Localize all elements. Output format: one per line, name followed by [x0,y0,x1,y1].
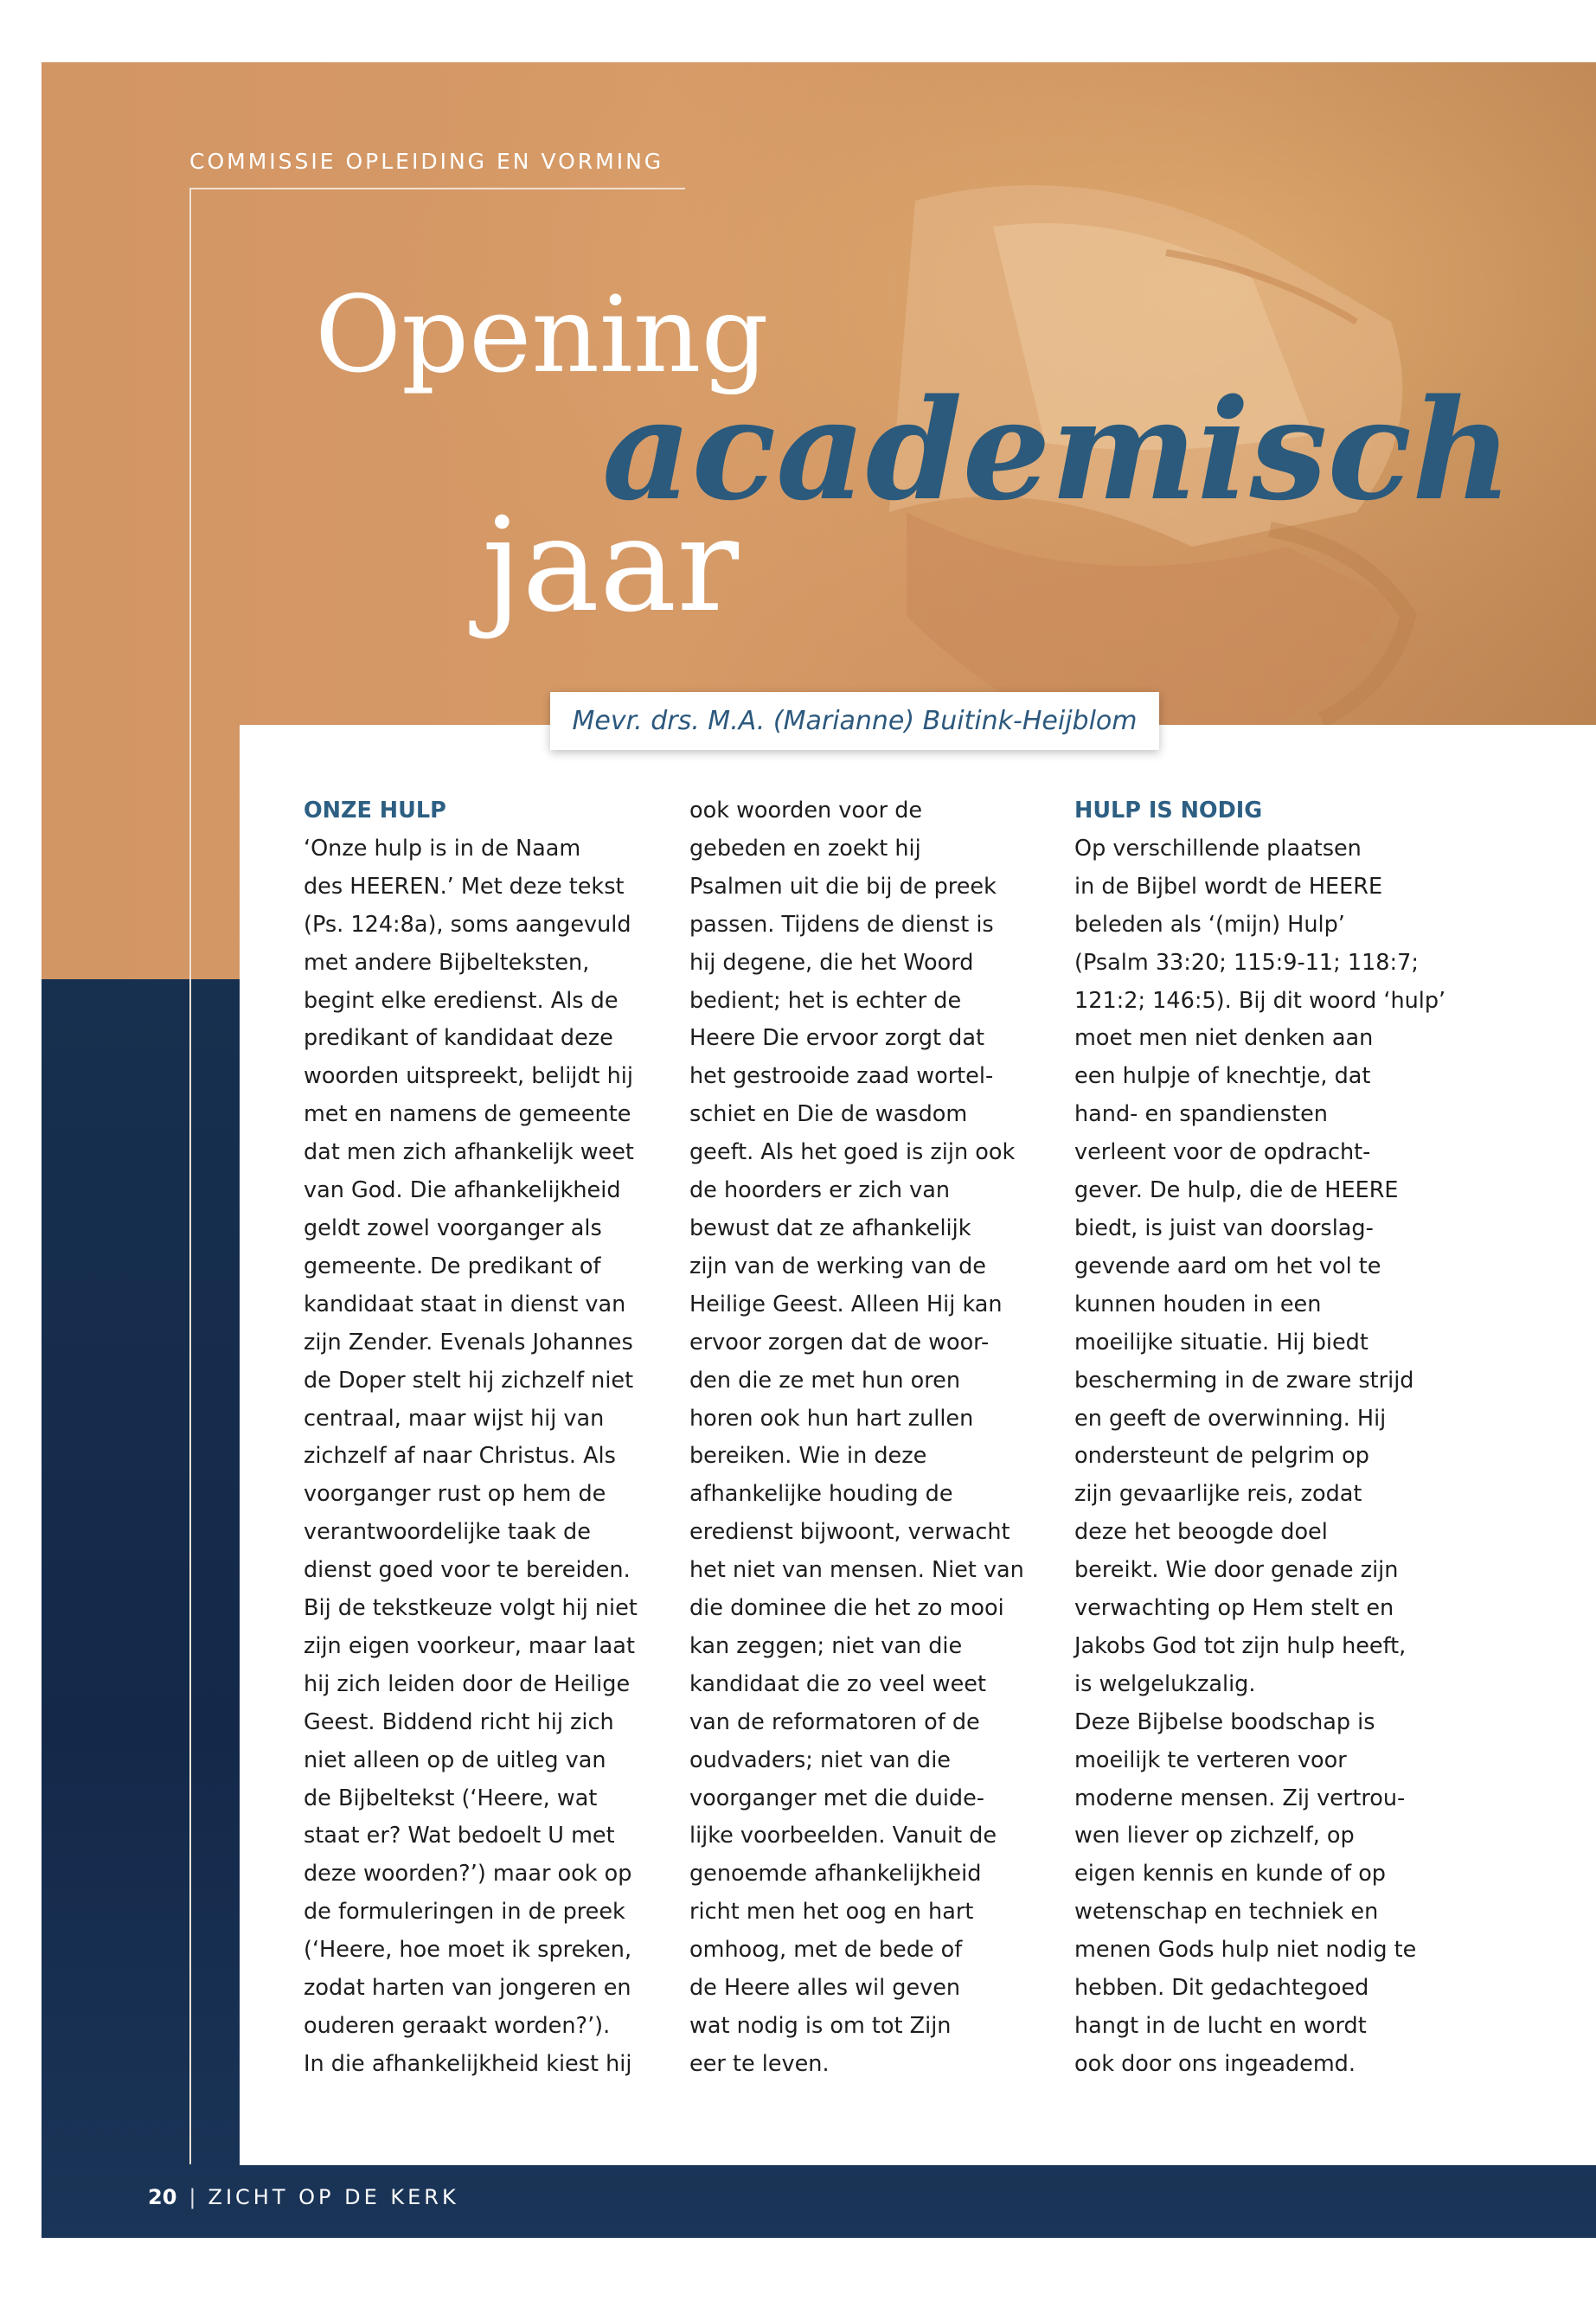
body-text-line: hand- en spandiensten [1074,1101,1328,1128]
body-text-line: richt men het oog en hart [689,1899,974,1926]
body-text-line: bedient; het is echter de [689,987,962,1014]
title-line-academisch: academisch [602,369,1513,531]
body-text-line: 121:2; 146:5). Bij dit woord ‘hulp’ [1074,987,1446,1014]
title-line-jaar: jaar [482,490,740,641]
body-text-line: geeft. Als het goed is zijn ook [689,1139,1016,1166]
label-underline [189,188,685,189]
page-number: 20 [148,2185,177,2209]
body-text-line: ook woorden voor de [689,798,923,824]
body-text-line: centraal, maar wijst hij van [304,1405,605,1432]
body-text-line: des HEEREN.’ Met deze tekst [304,873,625,900]
section-heading: ONZE HULP [304,798,446,824]
body-text-line: voorganger met die duide- [689,1785,984,1811]
body-text-line: oudvaders; niet van die [689,1747,951,1773]
body-text-line: staat er? Wat bedoelt U met [304,1823,615,1849]
body-text-line: bewust dat ze afhankelijk [689,1215,971,1241]
body-text-line: deze woorden?’) maar ook op [304,1861,632,1888]
body-text-line: de Doper stelt hij zichzelf niet [304,1367,634,1394]
body-text-line: Jakobs God tot zijn hulp heeft, [1074,1632,1407,1659]
frame-line [189,188,191,2164]
body-text-line: verantwoordelijke taak de [304,1519,591,1546]
body-text-line: menen Gods hulp niet nodig te [1074,1937,1417,1964]
body-text-line: predikant of kandidaat deze [304,1025,613,1052]
body-text-line: ouderen geraakt worden?’). [304,2013,611,2039]
body-text-line: met en namens de gemeente [304,1101,631,1128]
body-text-line: hij degene, die het Woord [689,949,974,976]
body-text-line: een hulpje of knechtje, dat [1074,1063,1371,1090]
body-text-line: ‘Onze hulp is in de Naam [304,835,581,862]
title-line-opening: Opening [315,273,769,396]
body-text-line: de Bijbeltekst (‘Heere, wat [304,1785,598,1811]
body-text-line: de hoorders er zich van [689,1177,951,1204]
body-text-line: kan zeggen; niet van die [689,1632,963,1659]
body-text-line: biedt, is juist van doorslag- [1074,1215,1374,1241]
body-text-line: woorden uitspreekt, belijdt hij [304,1063,633,1090]
footer-separator: | [189,2185,196,2209]
magazine-name: ZICHT OP DE KERK [208,2185,459,2209]
body-text-line: voorganger rust op hem de [304,1481,606,1508]
body-text-line: Heilige Geest. Alleen Hij kan [689,1291,1003,1317]
body-text-line: zijn gevaarlijke reis, zodat [1074,1481,1362,1508]
body-text-line: gever. De hulp, die de HEERE [1074,1177,1399,1204]
body-text-line: zijn van de werking van de [689,1253,986,1279]
article-column-3 [1074,792,1455,2084]
body-text-line: eredienst bijwoont, verwacht [689,1519,1010,1546]
body-text-line: hangt in de lucht en wordt [1074,2013,1367,2039]
body-text-line: het niet van mensen. Niet van [689,1557,1024,1584]
body-text-line: genoemde afhankelijkheid [689,1861,982,1888]
body-text-line: moderne mensen. Zij vertrou- [1074,1785,1406,1811]
section-heading: HULP IS NODIG [1074,798,1263,824]
body-text-line: het gestrooide zaad wortel- [689,1063,994,1090]
body-text-line: lijke voorbeelden. Vanuit de [689,1823,997,1849]
body-text-line: (Psalm 33:20; 115:9-11; 118:7; [1074,949,1419,976]
body-text-line: die dominee die het zo mooi [689,1595,1004,1622]
body-text-line: schiet en Die de wasdom [689,1101,968,1128]
body-text-line: passen. Tijdens de dienst is [689,911,994,938]
body-text-line: Heere Die ervoor zorgt dat [689,1025,984,1052]
article-column-2 [689,792,1070,2084]
body-text-line: moeilijke situatie. Hij biedt [1074,1329,1368,1356]
body-text-line: kandidaat die zo veel weet [689,1670,986,1697]
body-text-line: is welgelukzalig. [1074,1670,1256,1697]
body-text-line: wat nodig is om tot Zijn [689,2013,952,2039]
section-label: COMMISSIE OPLEIDING EN VORMING [189,149,664,174]
body-text-line: dienst goed voor te bereiden. [304,1557,631,1584]
body-text-line: beleden als ‘(mijn) Hulp’ [1074,911,1345,938]
body-text-line: moet men niet denken aan [1074,1025,1374,1052]
body-text-line: (‘Heere, hoe moet ik spreken, [304,1937,632,1964]
body-text-line: gemeente. De predikant of [304,1253,601,1279]
author-byline: Mevr. drs. M.A. (Marianne) Buitink-Heijblom [550,692,1159,750]
body-text-line: eigen kennis en kunde of op [1074,1861,1386,1888]
body-text-line: zichzelf af naar Christus. Als [304,1443,616,1470]
body-text-line: Psalmen uit die bij de preek [689,873,997,900]
body-text-line: eer te leven. [689,2050,830,2077]
body-text-line: zijn eigen voorkeur, maar laat [304,1632,635,1659]
body-text-line: horen ook hun hart zullen [689,1405,974,1432]
body-text-line: omhoog, met de bede of [689,1937,963,1964]
body-text-line: wen liever op zichzelf, op [1074,1823,1355,1849]
body-text-line: Geest. Biddend richt hij zich [304,1708,614,1735]
body-text-line: kandidaat staat in dienst van [304,1291,626,1317]
body-text-line: met andere Bijbelteksten, [304,949,590,976]
body-text-line: verleent voor de opdracht- [1074,1139,1371,1166]
body-text-line: moeilijk te verteren voor [1074,1747,1347,1773]
body-text-line: niet alleen op de uitleg van [304,1747,606,1773]
body-text-line: hij zich leiden door de Heilige [304,1670,631,1697]
body-text-line: begint elke eredienst. Als de [304,987,619,1014]
body-text-line: bereikt. Wie door genade zijn [1074,1557,1399,1584]
body-text-line: zodat harten van jongeren en [304,1975,631,2002]
page-footer [148,2185,459,2209]
body-text-line: de Heere alles wil geven [689,1975,961,2002]
body-text-line: afhankelijke houding de [689,1481,953,1508]
body-text-line: ervoor zorgen dat de woor- [689,1329,990,1356]
body-text-line: gebeden en zoekt hij [689,835,921,862]
body-text-line: kunnen houden in een [1074,1291,1322,1317]
body-text-line: ondersteunt de pelgrim op [1074,1443,1369,1470]
body-text-line: en geeft de overwinning. Hij [1074,1405,1387,1432]
body-text-line: bereiken. Wie in deze [689,1443,927,1470]
body-text-line: Op verschillende plaatsen [1074,835,1362,862]
body-text-line: zijn Zender. Evenals Johannes [304,1329,633,1356]
body-text-line: van de reformatoren of de [689,1708,980,1735]
body-text-line: Deze Bijbelse boodschap is [1074,1708,1375,1735]
body-text-line: verwachting op Hem stelt en [1074,1595,1394,1622]
body-text-line: In die afhankelijkheid kiest hij [304,2050,632,2077]
article-column-1 [304,792,684,2084]
body-text-line: den die ze met hun oren [689,1367,960,1394]
body-text-line: dat men zich afhankelijk weet [304,1139,634,1166]
body-text-line: (Ps. 124:8a), soms aangevuld [304,911,631,938]
body-text-line: de formuleringen in de preek [304,1899,625,1926]
body-text-line: geldt zowel voorganger als [304,1215,602,1241]
body-text-line: ook door ons ingeademd. [1074,2050,1356,2077]
body-text-line: deze het beoogde doel [1074,1519,1328,1546]
body-text-line: gevende aard om het vol te [1074,1253,1381,1279]
body-text-line: wetenschap en techniek en [1074,1899,1379,1926]
body-text-line: in de Bijbel wordt de HEERE [1074,873,1383,900]
body-text-line: bescherming in de zware strijd [1074,1367,1414,1394]
body-text-line: van God. Die afhankelijkheid [304,1177,621,1204]
body-text-line: hebben. Dit gedachtegoed [1074,1975,1369,2002]
body-text-line: Bij de tekstkeuze volgt hij niet [304,1595,638,1622]
